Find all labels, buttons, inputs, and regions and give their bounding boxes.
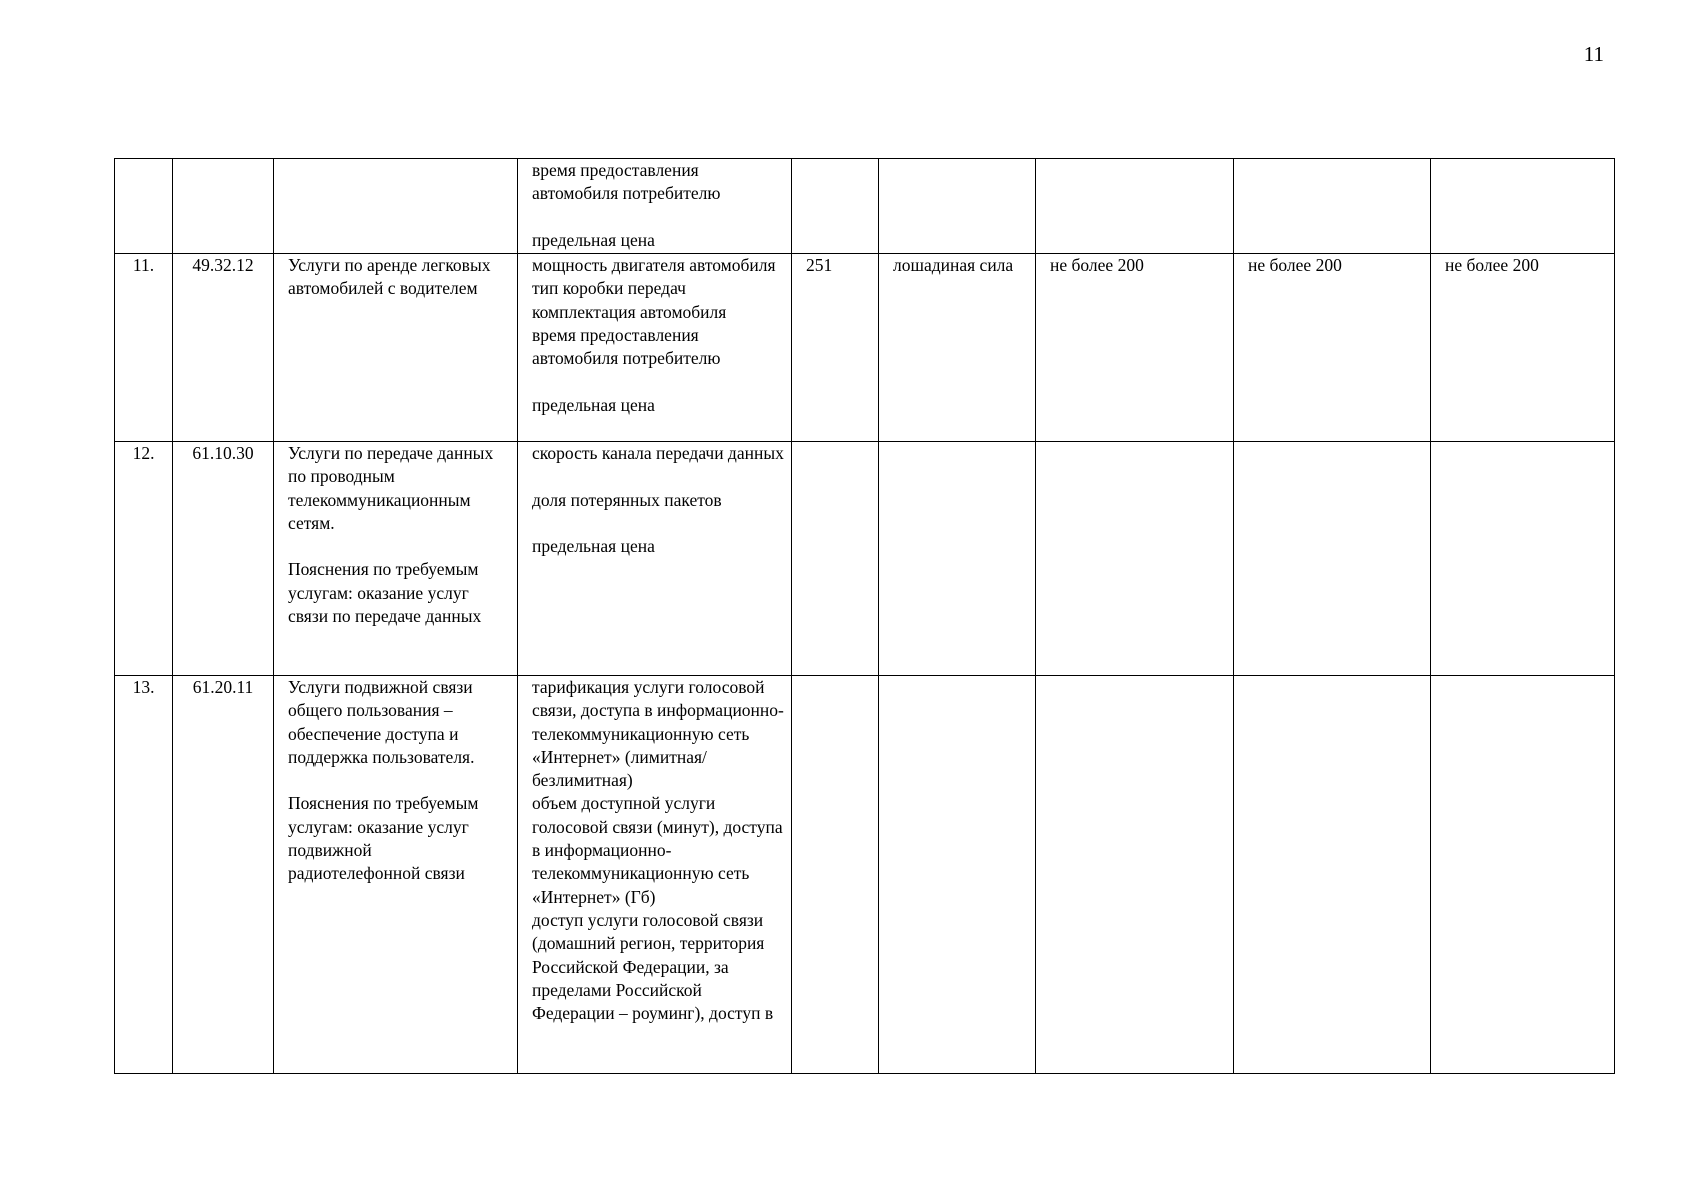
row-number-cell bbox=[115, 159, 173, 254]
service-name-cell: Услуги подвижной связи общего пользования – обеспечение доступа и поддержка пользователя. Пояснения по требуемым услугам: оказание услуг подвижной радиотелефонной связи bbox=[274, 676, 518, 1074]
unit-name-cell bbox=[879, 676, 1036, 1074]
service-name-cell bbox=[274, 159, 518, 254]
specification-table bbox=[114, 158, 1615, 1074]
table-row bbox=[115, 676, 1615, 1074]
value-cell-1 bbox=[1036, 442, 1234, 676]
okpd2-code-cell: 61.10.30 bbox=[173, 442, 274, 676]
characteristics-cell: скорость канала передачи данных доля потерянных пакетов предельная цена bbox=[518, 442, 792, 676]
okei-code-cell bbox=[792, 442, 879, 676]
okei-code-cell bbox=[792, 159, 879, 254]
table-row bbox=[115, 159, 1615, 254]
value-cell-3 bbox=[1431, 159, 1615, 254]
okpd2-code-cell bbox=[173, 159, 274, 254]
table-row bbox=[115, 442, 1615, 676]
characteristics-cell: мощность двигателя автомобиля тип коробки передач комплектация автомобиля время предоставления автомобиля потребителю предельная цена bbox=[518, 254, 792, 442]
row-number-cell: 12. bbox=[115, 442, 173, 676]
okpd2-code-cell: 49.32.12 bbox=[173, 254, 274, 442]
value-cell-1: не более 200 bbox=[1036, 254, 1234, 442]
value-cell-2 bbox=[1234, 159, 1431, 254]
okei-code-cell: 251 bbox=[792, 254, 879, 442]
value-cell-2: не более 200 bbox=[1234, 254, 1431, 442]
unit-name-cell: лошадиная сила bbox=[879, 254, 1036, 442]
okei-code-cell bbox=[792, 676, 879, 1074]
row-number-cell: 13. bbox=[115, 676, 173, 1074]
value-cell-3 bbox=[1431, 676, 1615, 1074]
value-cell-2 bbox=[1234, 676, 1431, 1074]
value-cell-3 bbox=[1431, 442, 1615, 676]
service-name-cell: Услуги по передаче данных по проводным телекоммуникационным сетям. Пояснения по требуемым услугам: оказание услуг связи по передаче данных bbox=[274, 442, 518, 676]
row-number-cell: 11. bbox=[115, 254, 173, 442]
table-row bbox=[115, 254, 1615, 442]
characteristics-cell: тарификация услуги голосовой связи, доступа в информационно-телекоммуникационную сеть «Интернет» (лимитная/безлимитная) объем доступной услуги голосовой связи (минут), доступа в информационно-телекоммуникационную сеть «Интернет» (Гб) доступ услуги голосовой связи (домашний регион, территория Российской Федерации, за пределами Российской Федерации – роуминг), доступ в bbox=[518, 676, 792, 1074]
okpd2-code-cell: 61.20.11 bbox=[173, 676, 274, 1074]
value-cell-3: не более 200 bbox=[1431, 254, 1615, 442]
service-name-cell: Услуги по аренде легковых автомобилей с водителем bbox=[274, 254, 518, 442]
characteristics-cell: время предоставления автомобиля потребителю предельная цена bbox=[518, 159, 792, 254]
page-number: 11 bbox=[1583, 42, 1604, 66]
unit-name-cell bbox=[879, 442, 1036, 676]
value-cell-1 bbox=[1036, 159, 1234, 254]
unit-name-cell bbox=[879, 159, 1036, 254]
value-cell-2 bbox=[1234, 442, 1431, 676]
value-cell-1 bbox=[1036, 676, 1234, 1074]
